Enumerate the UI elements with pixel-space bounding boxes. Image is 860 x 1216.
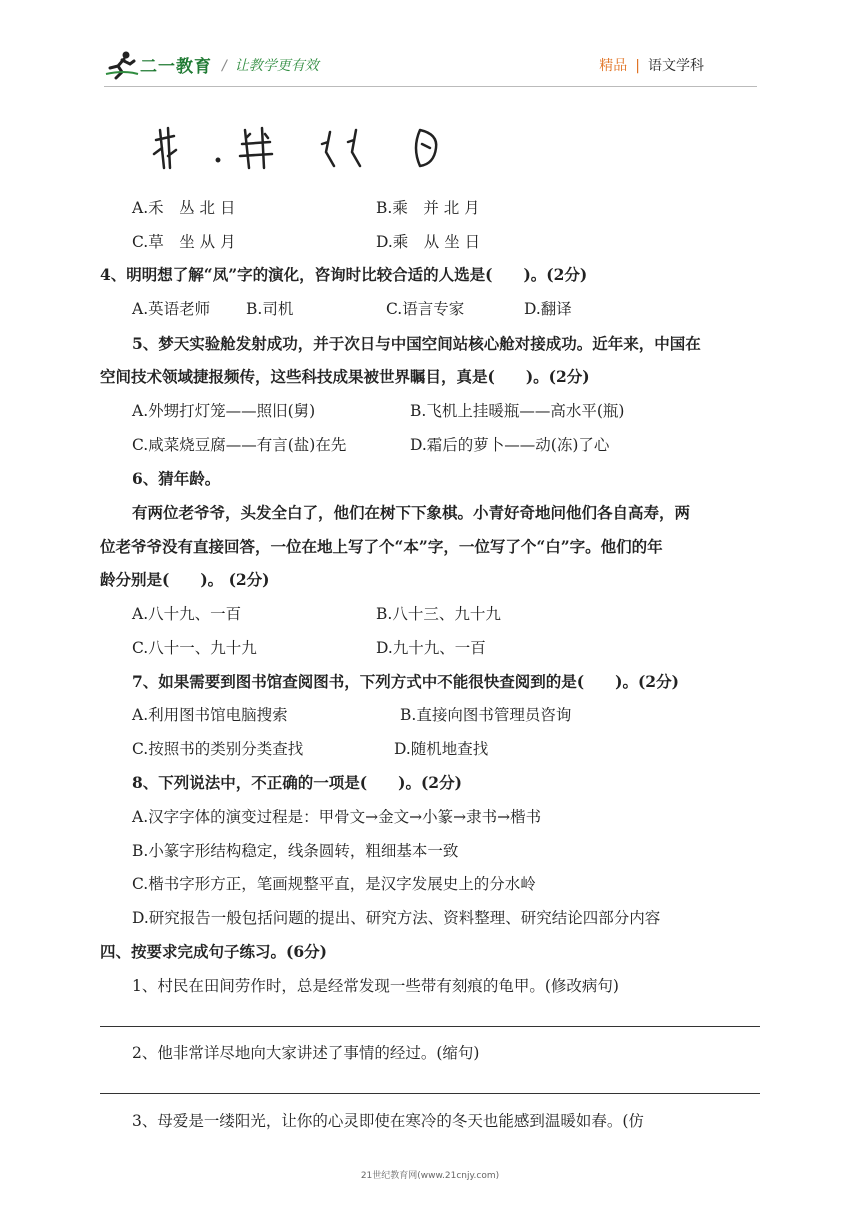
q7-option-c: C.按照书的类别分类查找 (132, 740, 304, 758)
q3-option-c: C.草 坐 从 月 (132, 233, 236, 251)
header-right: 精品 | 语文学科 (599, 58, 704, 74)
section4-item3: 3、母爱是一缕阳光，让你的心灵即使在寒冷的冬天也能感到温暖如春。(仿 (132, 1112, 644, 1130)
section4-title: 四、按要求完成句子练习。(6分) (100, 942, 327, 961)
q3-option-a: A.禾 丛 北 日 (132, 199, 236, 217)
quality-tag: 精品 (599, 58, 628, 74)
q8-option-b: B.小篆字形结构稳定，线条圆转，粗细基本一致 (132, 842, 459, 860)
slogan: / 让教学更有效 (222, 58, 319, 74)
section4-item1: 1、村民在田间劳作时，总是经常发现一些带有刻痕的龟甲。(修改病句) (132, 977, 619, 995)
page-header (0, 0, 860, 100)
q7-stem: 7、如果需要到图书馆查阅图书，下列方式中不能很快查阅到的是( )。(2分) (132, 672, 679, 691)
q7-option-b: B.直接向图书管理员咨询 (400, 706, 572, 724)
oracle-bone-glyphs-image (150, 118, 450, 178)
q8-option-c: C.楷书字形方正，笔画规整平直，是汉字发展史上的分水岭 (132, 875, 536, 893)
q6-option-b: B.八十三、九十九 (376, 605, 501, 623)
q4-stem: 4、明明想了解“凤”字的演化，咨询时比较合适的人选是( )。(2分) (100, 265, 588, 284)
q5-option-b: B.飞机上挂暖瓶——高水平(瓶) (410, 402, 625, 420)
q6-option-d: D.九十九、一百 (376, 639, 486, 657)
q4-option-a: A.英语老师 (132, 300, 211, 318)
header-divider (104, 86, 757, 87)
q5-option-c: C.咸菜烧豆腐——有言(盐)在先 (132, 436, 347, 454)
slogan-text: 让教学更有效 (234, 58, 319, 74)
subject-tag: 语文学科 (648, 58, 704, 74)
q4-option-d: D.翻译 (524, 300, 572, 318)
q8-option-d: D.研究报告一般包括问题的提出、研究方法、资料整理、研究结论四部分内容 (132, 909, 661, 927)
q6-passage-line3: 龄分别是( )。 (2分) (100, 570, 270, 589)
q3-option-d: D.乘 从 坐 日 (376, 233, 481, 251)
q7-option-d: D.随机地查找 (394, 740, 489, 758)
section4-item2: 2、他非常详尽地向大家讲述了事情的经过。(缩句) (132, 1044, 480, 1062)
page-footer: 21世纪教育网(www.21cnjy.com) (360, 1171, 500, 1181)
q5-option-a: A.外甥打灯笼——照旧(舅) (132, 402, 316, 420)
q6-passage-line1: 有两位老爷爷，头发全白了，他们在树下下象棋。小青好奇地问他们各自高寿，两 (132, 503, 691, 522)
q6-option-a: A.八十九、一百 (132, 605, 242, 623)
q5-option-d: D.霜后的萝卜——动(冻)了心 (410, 436, 610, 454)
logo-text: 二一教育 (140, 57, 212, 77)
answer-line-1[interactable] (100, 1026, 760, 1027)
q5-stem-line1: 5、梦天实验舱发射成功，并于次日与中国空间站核心舱对接成功。近年来，中国在 (132, 334, 701, 353)
q7-option-a: A.利用图书馆电脑搜索 (132, 706, 288, 724)
q6-passage-line2: 位老爷爷没有直接回答，一位在地上写了个“本”字，一位写了个“白”字。他们的年 (100, 537, 663, 556)
q4-option-b: B.司机 (246, 300, 294, 318)
q8-option-a: A.汉字字体的演变过程是：甲骨文→金文→小篆→隶书→楷书 (132, 808, 542, 826)
q8-stem: 8、下列说法中，不正确的一项是( )。(2分) (132, 773, 462, 792)
q3-option-b: B.乘 并 北 月 (376, 199, 480, 217)
q5-stem-line2: 空间技术领域捷报频传，这些科技成果被世界瞩目，真是( )。(2分) (100, 367, 590, 386)
answer-line-2[interactable] (100, 1093, 760, 1094)
q6-stem: 6、猜年龄。 (132, 469, 221, 488)
q4-option-c: C.语言专家 (386, 300, 465, 318)
q6-option-c: C.八十一、九十九 (132, 639, 257, 657)
